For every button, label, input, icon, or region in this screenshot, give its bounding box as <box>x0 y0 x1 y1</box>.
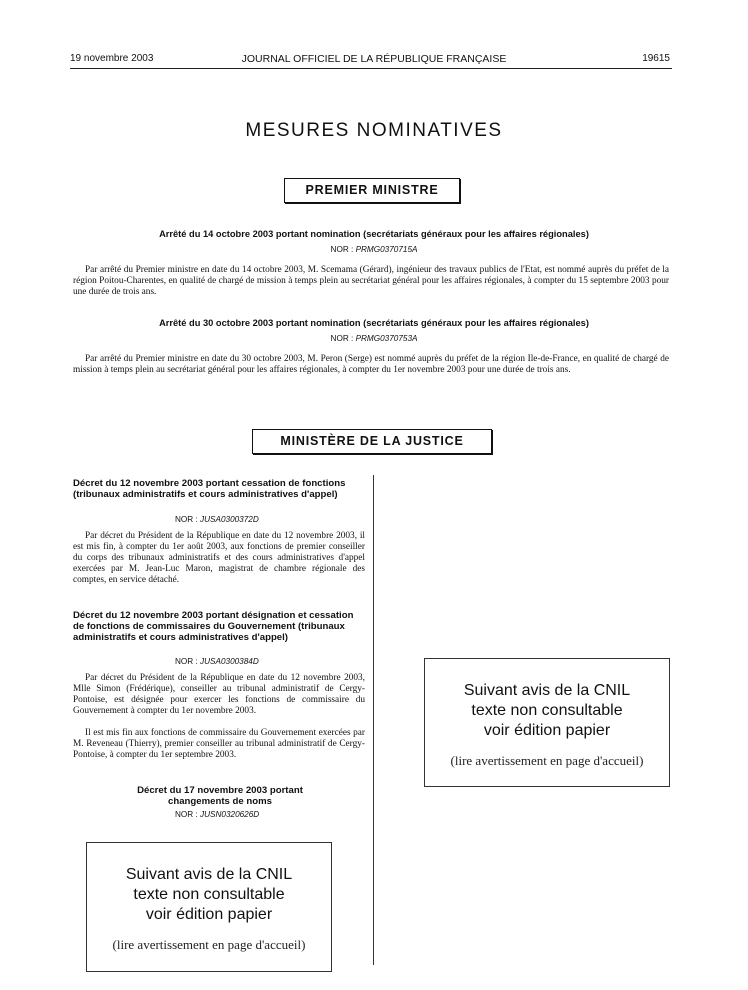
cnil-line-1: Suivant avis de la CNIL <box>463 682 631 699</box>
page-number: 19615 <box>642 53 670 64</box>
decret-2-nor <box>175 657 259 666</box>
arrete-2-nor <box>0 334 748 343</box>
arrete-1-title: Arrêté du 14 octobre 2003 portant nomination (secrétariats généraux pour les affaires régionales) <box>159 229 589 239</box>
decret-2-title: Décret du 12 novembre 2003 portant désignation et cessation de fonctions de commissaires du Gouvernement (tribunaux administratifs et cours administratives d'appel) <box>73 610 354 643</box>
decret-3-nor <box>175 810 259 819</box>
decret-2-text: Par décret du Président de la République en date du 12 novembre 2003, Mlle Simon (Frédérique), conseiller au tribunal administratif de Cergy-Pontoise, est désignée pour exercer les fonctions de commissaire du Gouvernement à compter du 1er novembre 2003. <box>73 673 365 716</box>
arrete-2-title: Arrêté du 30 octobre 2003 portant nomination (secrétariats généraux pour les affaires régionales) <box>159 318 589 328</box>
nor-label: NOR : <box>175 657 198 666</box>
decret-1-title: Décret du 12 novembre 2003 portant cessation de fonctions (tribunaux administratifs et cours administratives d'appel) <box>73 478 346 500</box>
cnil-line-3: voir édition papier <box>145 906 273 923</box>
cnil-line-2: texte non consultable <box>133 886 285 903</box>
section-heading-premier-ministre: PREMIER MINISTRE <box>284 178 460 203</box>
cnil-notice-box <box>424 658 670 787</box>
decret-3-title: Décret du 17 novembre 2003 portant changements de noms <box>137 785 303 807</box>
nor-code: JUSA0300372D <box>200 515 259 524</box>
page-title: MESURES NOMINATIVES <box>245 120 503 141</box>
nor-code: PRMG0370715A <box>355 245 418 254</box>
arrete-1-text: Par arrêté du Premier ministre en date du 14 octobre 2003, M. Scemama (Gérard), ingénieur des travaux publics de l'Etat, est nommé auprès du préfet de la région Poitou-Charentes, en qualité de chargé de mission à temps plein au secrétariat général pour les affaires régionales, à compter du 15 septembre 2003 pour une durée de trois ans. <box>73 265 669 297</box>
arrete-2-text: Par arrêté du Premier ministre en date du 30 octobre 2003, M. Peron (Serge) est nommé auprès du préfet de la région Ile-de-France, en qualité de chargé de mission à temps plein au secrétariat général pour les affaires régionales, à compter du 1er novembre 2003 pour une durée de trois ans. <box>73 354 669 375</box>
decret-1-nor <box>175 515 259 524</box>
cnil-line-1: Suivant avis de la CNIL <box>125 866 293 883</box>
issue-date: 19 novembre 2003 <box>70 53 154 64</box>
cnil-note: (lire avertissement en page d'accueil) <box>450 753 644 768</box>
section-heading-justice: MINISTÈRE DE LA JUSTICE <box>252 429 492 454</box>
cnil-line-3: voir édition papier <box>483 722 611 739</box>
column-divider <box>373 475 374 965</box>
arrete-1-nor <box>0 245 748 254</box>
nor-code: JUSN0320626D <box>200 810 260 819</box>
nor-code: PRMG0370753A <box>355 334 418 343</box>
cnil-notice-box <box>86 842 332 972</box>
cnil-note: (lire avertissement en page d'accueil) <box>112 937 306 952</box>
header-rule <box>70 68 672 69</box>
nor-code: JUSA0300384D <box>200 657 259 666</box>
nor-label: NOR : <box>175 810 198 819</box>
decret-2-text-2: Il est mis fin aux fonctions de commissaire du Gouvernement exercées par M. Reveneau (Thierry), premier conseiller au tribunal administratif de Cergy-Pontoise, à compter du 1er septembre 2003. <box>73 728 365 760</box>
decret-1-text: Par décret du Président de la République en date du 12 novembre 2003, il est mis fin, à compter du 1er août 2003, aux fonctions de premier conseiller du corps des tribunaux administratifs et des cours administratives d'appel exercées par M. Jean-Luc Maron, magistrat de chambre régionale des comptes, en service détaché. <box>73 531 365 585</box>
nor-label: NOR : <box>175 515 198 524</box>
nor-label: NOR : <box>330 245 354 254</box>
journal-name: JOURNAL OFFICIEL DE LA RÉPUBLIQUE FRANÇAISE <box>241 53 507 65</box>
cnil-line-2: texte non consultable <box>471 702 623 719</box>
nor-label: NOR : <box>330 334 354 343</box>
